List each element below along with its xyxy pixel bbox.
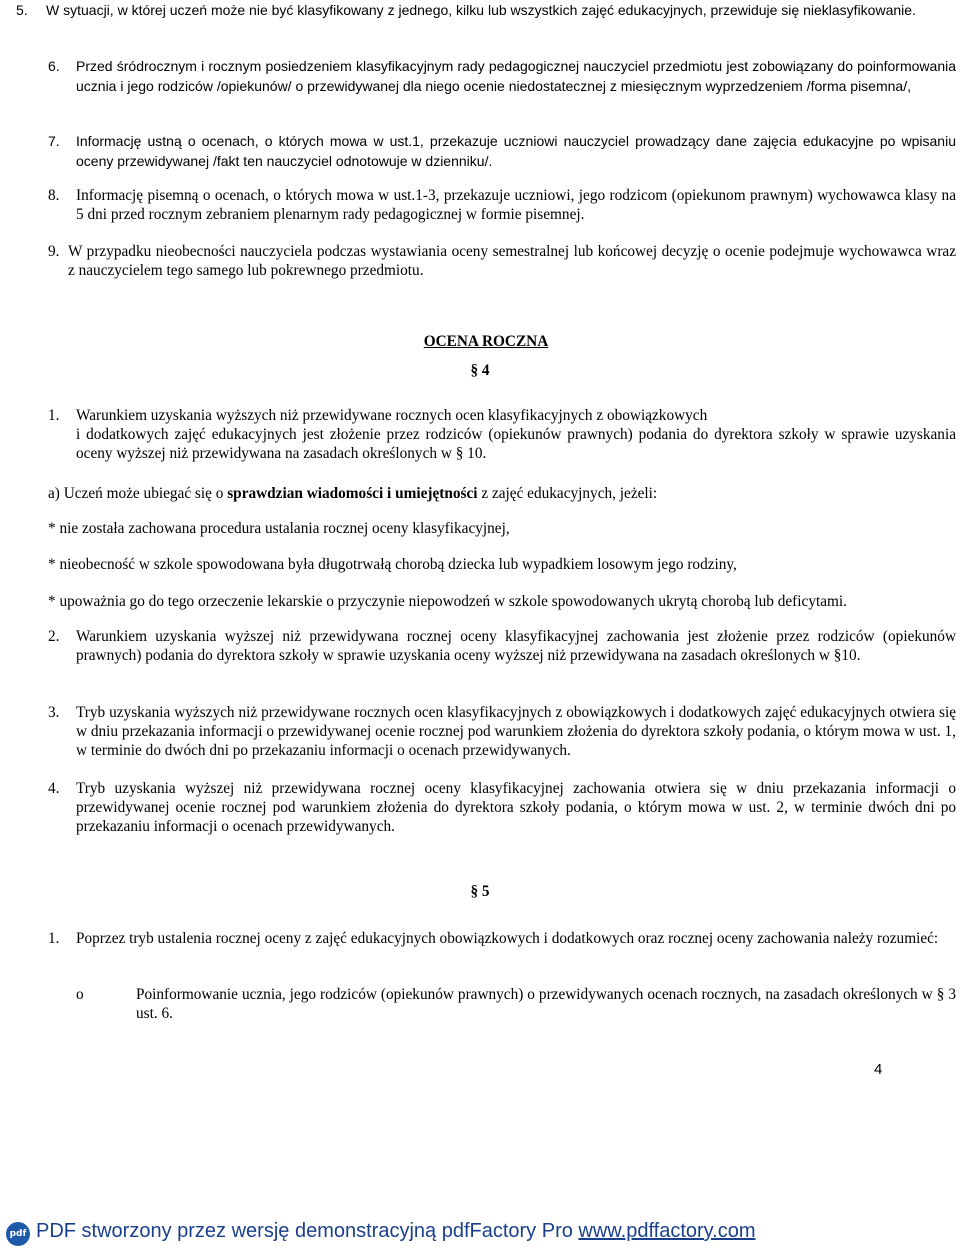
s4-item-4 (48, 779, 956, 836)
s4-star-3: * upoważnia go do tego orzeczenie lekarskie o przyczynie niepowodzeń w szkole spowodowanych ukrytą chorobą lub deficytami. (48, 593, 847, 610)
item-7 (48, 131, 956, 171)
a-text-bold: sprawdzian wiadomości i umiejętności (227, 485, 478, 502)
section-mark-5: § 5 (470, 883, 490, 900)
bullet-marker: o (76, 986, 84, 1003)
s4-item-1 (48, 406, 956, 463)
s5-bullet-item (76, 985, 956, 1023)
a-text-pre: a) Uczeń może ubiegać się o (48, 485, 228, 502)
item-text: Warunkiem uzyskania wyższej niż przewidywana rocznej oceny klasyfikacyjnej zachowania jest złożenie przez rodziców (opiekunów prawnych) podania do dyrektora szkoły w sprawie uzyskania oceny wyższej niż przewidywana na zasadach określonych w §10. (76, 628, 956, 664)
item-text: Tryb uzyskania wyższych niż przewidywane rocznych ocen klasyfikacyjnych z obowiązkowych i dodatkowych zajęć edukacyjnych otwiera się w dniu przekazania informacji o przewidywanej ocenie rocznej pod warunkiem złożenia do dyrektora szkoły podania, o którym mowa w ust. 1, w terminie do dwóch dni po przekazaniu informacji o ocenach przewidywanych. (76, 704, 956, 759)
section-heading: OCENA ROCZNA (423, 333, 549, 350)
s4-item-2 (48, 627, 956, 665)
item-8 (48, 186, 956, 224)
footer-text (36, 1220, 756, 1243)
item-5 (16, 0, 956, 20)
item-text: Poprzez tryb ustalenia rocznej oceny z zajęć edukacyjnych obowiązkowych i dodatkowych oraz rocznej oceny zachowania należy rozumieć: (76, 930, 939, 947)
bullet-text: Poinformowanie ucznia, jego rodziców (opiekunów prawnych) o przewidywanych ocenach rocznych, na zasadach określonych w § 3 ust. 6. (136, 986, 956, 1022)
s4-item-3 (48, 703, 956, 760)
item-9 (48, 242, 956, 280)
item-text-continued: i dodatkowych zajęć edukacyjnych jest złożenie przez rodziców (opiekunów prawnych) podania do dyrektora szkoły w sprawie uzyskania oceny wyższej niż przewidywana na zasadach określonych w § 10. (76, 426, 956, 462)
s4-star-2: * nieobecność w szkole spowodowana była długotrwałą chorobą dziecka lub wypadkiem losowym jego rodziny, (48, 556, 737, 573)
item-text: W przypadku nieobecności nauczyciela podczas wystawiania oceny semestralnej lub końcowej decyzję o ocenie podejmuje wychowawca wraz z nauczycielem tego samego lub pokrewnego przedmiotu. (68, 243, 956, 279)
page-number: 4 (874, 1061, 883, 1078)
item-text: Warunkiem uzyskania wyższych niż przewidywane rocznych ocen klasyfikacyjnych z obowiązkowych (76, 407, 708, 424)
item-number: 1. (48, 930, 60, 947)
item-number: 8. (48, 187, 60, 204)
s4-star-1: * nie została zachowana procedura ustalania rocznej oceny klasyfikacyjnej, (48, 520, 510, 537)
item-text: Tryb uzyskania wyższej niż przewidywana rocznej oceny klasyfikacyjnej zachowania otwiera się w dniu przekazania informacji o przewidywanej ocenie rocznej pod warunkiem złożenia do dyrektora szkoły podania, o którym mowa w ust. 2, w terminie dwóch dni po przekazaniu informacji o ocenach przewidywanych. (76, 780, 956, 835)
section-mark-4: § 4 (470, 362, 490, 379)
item-text: Informację ustną o ocenach, o których mowa w ust.1, przekazuje uczniowi nauczyciel prowadzący dane zajęcia edukacyjne po wpisaniu oceny przewidywanej /fakt ten nauczyciel odnotowuje w dzienniku/. (76, 133, 956, 169)
item-number: 9. (48, 243, 60, 260)
a-text-post: z zajęć edukacyjnych, jeżeli: (477, 485, 658, 502)
item-6 (48, 56, 956, 96)
item-text: Informację pisemną o ocenach, o których mowa w ust.1-3, przekazuje uczniowi, jego rodzicom (opiekunom prawnym) wychowawca klasy na 5 dni przed rocznym zebraniem plenarnym rady pedagogicznej w formie pisemnej. (76, 187, 956, 223)
item-number: 3. (48, 704, 60, 721)
footer-label: PDF stworzony przez wersję demonstracyjną pdfFactory Pro (36, 1220, 579, 1242)
item-number: 2. (48, 628, 60, 645)
item-text: Przed śródrocznym i rocznym posiedzeniem klasyfikacyjnym rady pedagogicznej nauczyciel przedmiotu jest zobowiązany do poinformowania ucznia i jego rodziców /opiekunów/ o przewidywanej dla niego ocenie niedostatecznej z miesięcznym wyprzedzeniem /forma pisemna/, (76, 58, 956, 94)
s5-item-1 (48, 929, 956, 948)
pdf-logo-icon: pdf (6, 1222, 30, 1246)
footer-link[interactable]: www.pdffactory.com (578, 1220, 756, 1242)
item-number: 1. (48, 407, 60, 424)
item-number: 7. (48, 133, 60, 149)
item-number: 4. (48, 780, 60, 797)
s4-a-paragraph (48, 484, 956, 503)
pdffactory-footer (0, 1218, 960, 1249)
item-number: 6. (48, 58, 60, 74)
item-number: 5. (16, 2, 28, 18)
item-text: W sytuacji, w której uczeń może nie być klasyfikowany z jednego, kilku lub wszystkich zajęć edukacyjnych, przewiduje się nieklasyfikowanie. (46, 2, 916, 18)
